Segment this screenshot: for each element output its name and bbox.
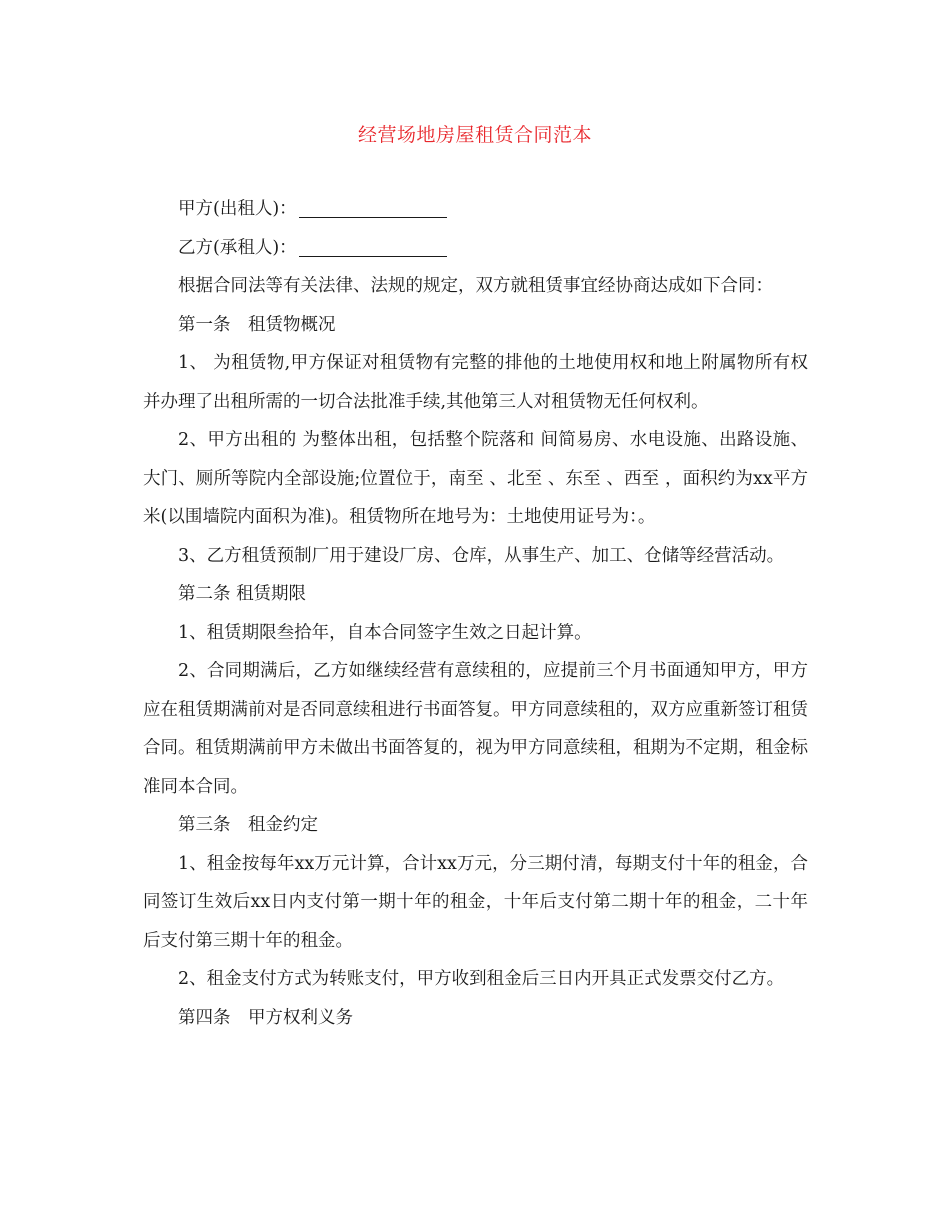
party-b-label: 乙方(承租人)： — [178, 237, 297, 258]
paragraph: 1、租赁期限叁拾年，自本合同签字生效之日起计算。 — [178, 622, 592, 643]
party-b-blank — [299, 232, 447, 257]
section-heading: 第一条 租赁物概况 — [178, 314, 336, 335]
party-b-line — [143, 229, 808, 268]
section-heading: 第二条 租赁期限 — [178, 584, 307, 604]
paragraph: 2、合同期满后，乙方如继续经营有意续租的，应提前三个月书面通知甲方，甲方应在租赁期满前对是否同意续租进行书面答复。甲方同意续租的，双方应重新签订租赁合同。租赁期满前甲方未做出书面答复的，视为甲方同意续租，租期为不定期，租金标准同本合同。 — [143, 661, 808, 797]
party-a-blank — [299, 193, 447, 218]
paragraph: 2、租金支付方式为转账支付，甲方收到租金后三日内开具正式发票交付乙方。 — [178, 969, 785, 989]
section-heading: 第三条 租金约定 — [178, 815, 318, 835]
paragraph: 3、乙方租赁预制厂用于建设厂房、仓库，从事生产、加工、仓储等经营活动。 — [178, 545, 785, 566]
paragraph: 1、租金按每年xx万元计算，合计xx万元，分三期付清，每期支付十年的租金，合同签订生效后xx日内支付第一期十年的租金，十年后支付第二期十年的租金，二十年后支付第三期十年的租金。 — [143, 853, 808, 951]
section-heading: 第四条 甲方权利义务 — [178, 1007, 353, 1028]
document-body — [143, 190, 808, 1037]
document-title: 经营场地房屋租赁合同范本 — [357, 124, 592, 146]
party-a-line — [143, 190, 808, 229]
paragraph: 2、甲方出租的 为整体出租，包括整个院落和 间简易房、水电设施、出路设施、大门、厕所等院内全部设施;位置位于，南至 、北至 、东至 、西至 ，面积约为xx平方米(以围墙院内面积为准)。租赁物所在地号为：土地使用证号为：。 — [143, 430, 808, 527]
paragraph: 根据合同法等有关法律、法规的规定，双方就租赁事宜经协商达成如下合同： — [178, 276, 773, 296]
party-a-label: 甲方(出租人)： — [178, 199, 297, 219]
paragraph: 1、 为租赁物,甲方保证对租赁物有完整的排他的土地使用权和地上附属物所有权并办理了出租所需的一切合法批准手续,其他第三人对租赁物无任何权利。 — [143, 353, 808, 412]
